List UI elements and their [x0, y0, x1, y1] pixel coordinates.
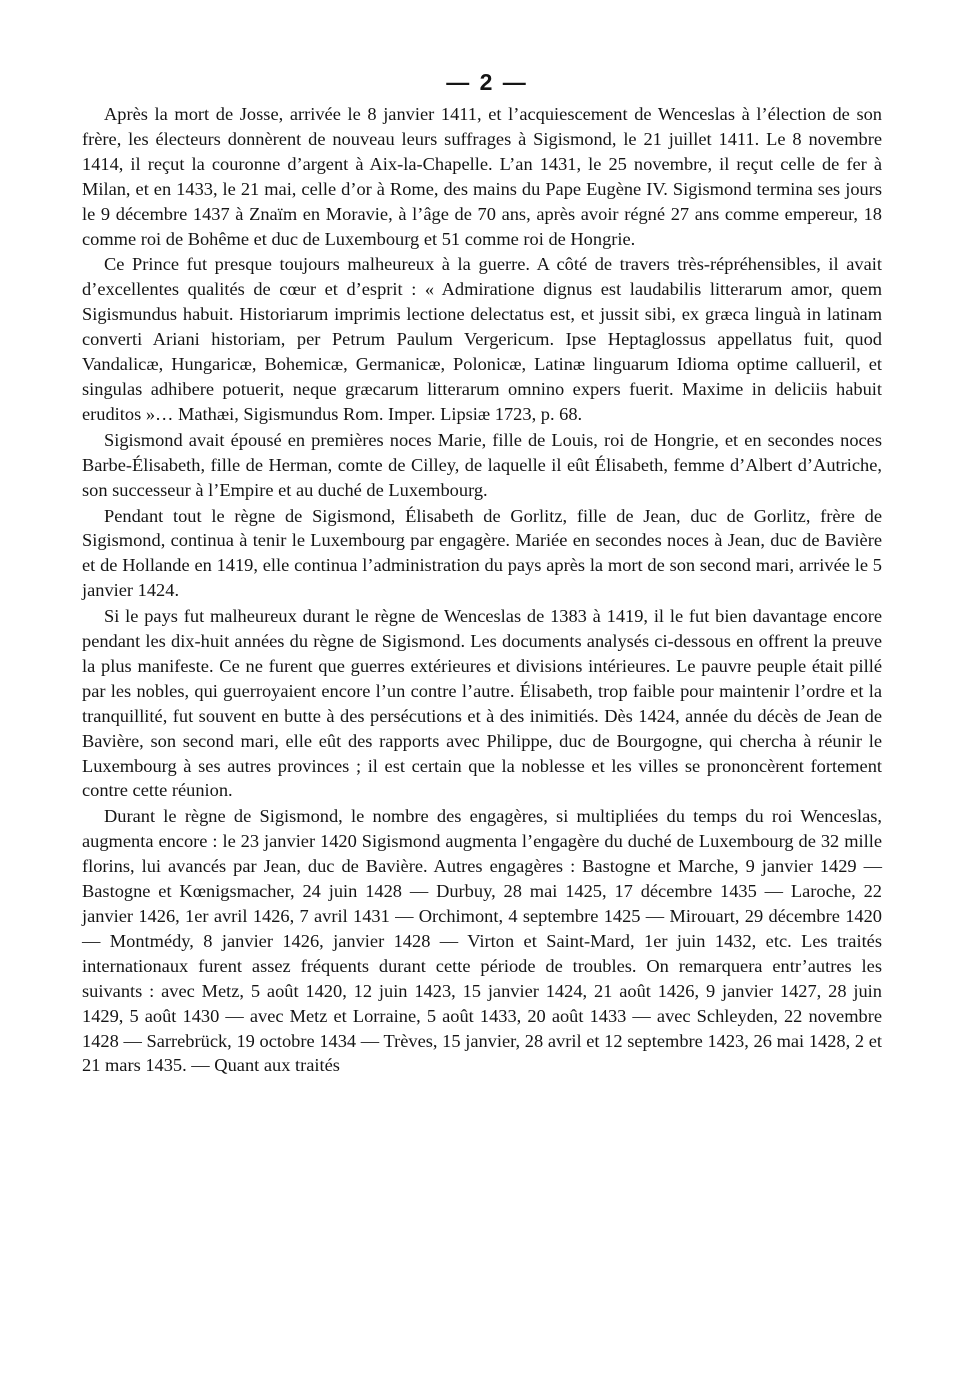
document-page: [82, 62, 882, 1078]
paragraph-5: Si le pays fut malheureux durant le règne de Wenceslas de 1383 à 1419, il le fut bien davantage encore pendant les dix-huit années du règne de Sigismond. Les documents analysés ci-dessous en offrent la preuve la plus manifeste. Ce ne furent que guerres extérieures et divisions intérieures. Le pauvre peuple était pillé par les nobles, qui guerroyaient encore l’un contre l’autre. Élisabeth, trop faible pour maintenir l’ordre et la tranquillité, fut souvent en butte à des persécutions et à des inimitiés. Dès 1424, année du décès de Jean de Bavière, son second mari, elle eût des rapports avec Philippe, duc de Bourgogne, qui chercha à réunir le Luxembourg à ses autres provinces ; il est certain que la noblesse et les villes se prononcèrent fortement contre cette réunion.: [82, 606, 882, 801]
paragraph-6: Durant le règne de Sigismond, le nombre des engagères, si multipliées du temps du roi Wenceslas, augmenta encore : le 23 janvier 1420 Sigismond augmenta l’engagère du duché de Luxembourg de 32 mille florins, lui avancés par Jean, duc de Bavière. Autres engagères : Bastogne et Marche, 9 janvier 1429 — Bastogne et Kœnigsmacher, 24 juin 1428 — Durbuy, 28 mai 1425, 17 décembre 1435 — Laroche, 22 janvier 1426, 1er avril 1426, 7 avril 1431 — Orchimont, 4 septembre 1425 — Mirouart, 29 décembre 1420 — Montmédy, 8 janvier 1426, janvier 1428 — Virton et Saint-Mard, 1er juin 1432, etc. Les traités internationaux furent assez fréquents durant cette période de troubles. On remarquera entr’autres les suivants : avec Metz, 5 août 1420, 12 juin 1423, 15 janvier 1424, 21 août 1426, 9 janvier 1427, 28 juin 1429, 5 août 1430 — avec Metz et Lorraine, 5 août 1433, 20 août 1433 — avec Schleyden, 22 novembre 1428 — Sarrebrück, 19 octobre 1434 — Trèves, 15 janvier, 28 avril et 12 septembre 1423, 26 mai 1428, 2 et 21 mars 1435. — Quant aux traités: [82, 806, 882, 1076]
paragraph-3: Sigismond avait épousé en premières noces Marie, fille de Louis, roi de Hongrie, et en secondes noces Barbe-Élisabeth, fille de Herman, comte de Cilley, de laquelle il eût Élisabeth, femme d’Albert d’Autriche, son successeur à l’Empire et au duché de Luxembourg.: [82, 429, 882, 500]
paragraph-2: Ce Prince fut presque toujours malheureux à la guerre. A côté de travers très-répréhensibles, il avait d’excellentes qualités de cœur et d’esprit : « Admiratione dignus est laudabilis litterarum amor, quem Sigismundus habuit. Historiarum imprimis lectione delectatus est, et jussit sibi, ex græca linguà in latinam converti Ariani historiam, per Petrum Paulum Vergericum. Ipse Heptaglossus appellatus fuit, quod Vandalicæ, Hungaricæ, Bohemicæ, Germanicæ, Polonicæ, Latinæ linguarum Idioma optime callueril, et singulas adhibere potuerit, neque græcarum litterarum omnino expers fuerit. Maxime in deliciis habuit eruditos »… Mathæi, Sigismundus Rom. Imper. Lipsiæ 1723, p. 68.: [82, 254, 882, 424]
paragraph-1: Après la mort de Josse, arrivée le 8 janvier 1411, et l’acquiescement de Wenceslas à l’élection de son frère, les électeurs donnèrent de nouveau leurs suffrages à Sigismond, le 21 juillet 1411. Le 8 novembre 1414, il reçut la couronne d’argent à Aix-la-Chapelle. L’an 1431, le 25 novembre, il reçut celle de fer à Milan, et en 1433, le 21 mai, celle d’or à Rome, des mains du Pape Eugène IV. Sigismond termina ses jours le 9 décembre 1437 à Znaïm en Moravie, à l’âge de 70 ans, après avoir régné 27 ans comme empereur, 18 comme roi de Bohême et duc de Luxembourg et 51 comme roi de Hongrie.: [82, 104, 882, 249]
paragraph-4: Pendant tout le règne de Sigismond, Élisabeth de Gorlitz, fille de Jean, duc de Gorlitz, frère de Sigismond, continua à tenir le Luxembourg par engagère. Mariée en secondes noces à Jean, duc de Bavière et de Hollande en 1419, elle continua l’administration du pays après la mort de son second mari, arrivée le 5 janvier 1424.: [82, 505, 882, 601]
page-number: — 2 —: [446, 69, 528, 95]
